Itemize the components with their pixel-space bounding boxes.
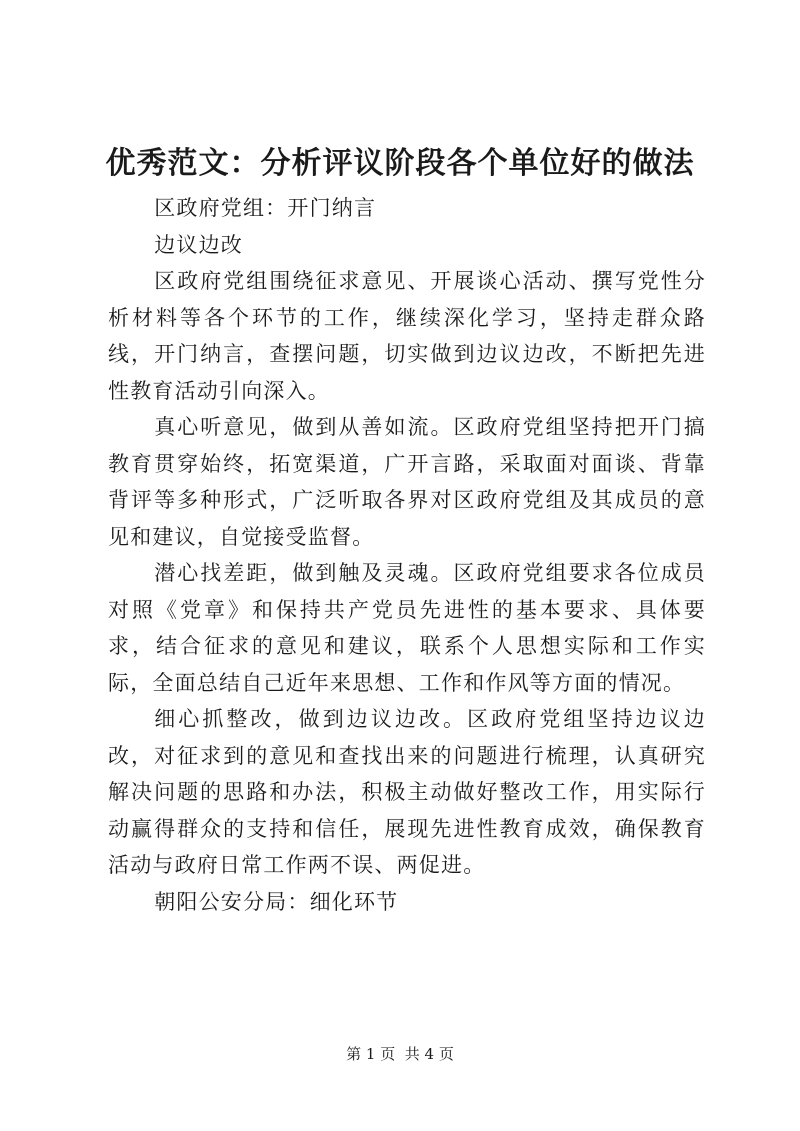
paragraph: 潜心找差距，做到触及灵魂。区政府党组要求各位成员对照《党章》和保持共产党员先进性的基本要求、具体要求，结合征求的意见和建议，联系个人思想实际和工作实际，全面总结自己近年来思想、工作和作风等方面的情况。	[108, 561, 706, 695]
paragraph: 朝阳公安分局：细化环节	[154, 889, 399, 914]
page-number-label: 第 1 页 共 4 页	[346, 1045, 454, 1063]
paragraph: 区政府党组：开门纳言	[154, 196, 377, 220]
paragraph: 细心抓整改，做到边议边改。区政府党组坚持边议边改，对征求到的意见和查找出来的问题进行梳理，认真研究解决问题的思路和办法，积极主动做好整改工作，用实际行动赢得群众的支持和信任，展现先进性教育成效，确保教育活动与政府日常工作两不误、两促进。	[108, 707, 706, 877]
paragraph: 区政府党组围绕征求意见、开展谈心活动、撰写党性分析材料等各个环节的工作，继续深化学习，坚持走群众路线，开门纳言，查摆问题，切实做到边议边改，不断把先进性教育活动引向深入。	[108, 269, 706, 403]
document-title: 优秀范文：分析评议阶段各个单位好的做法	[105, 146, 695, 181]
paragraph: 真心听意见，做到从善如流。区政府党组坚持把开门搞教育贯穿始终，拓宽渠道，广开言路，采取面对面谈、背靠背评等多种形式，广泛听取各界对区政府党组及其成员的意见和建议，自觉接受监督。	[108, 415, 706, 549]
document-body	[108, 190, 706, 920]
page-footer	[0, 1044, 800, 1064]
paragraph: 边议边改	[154, 232, 243, 257]
